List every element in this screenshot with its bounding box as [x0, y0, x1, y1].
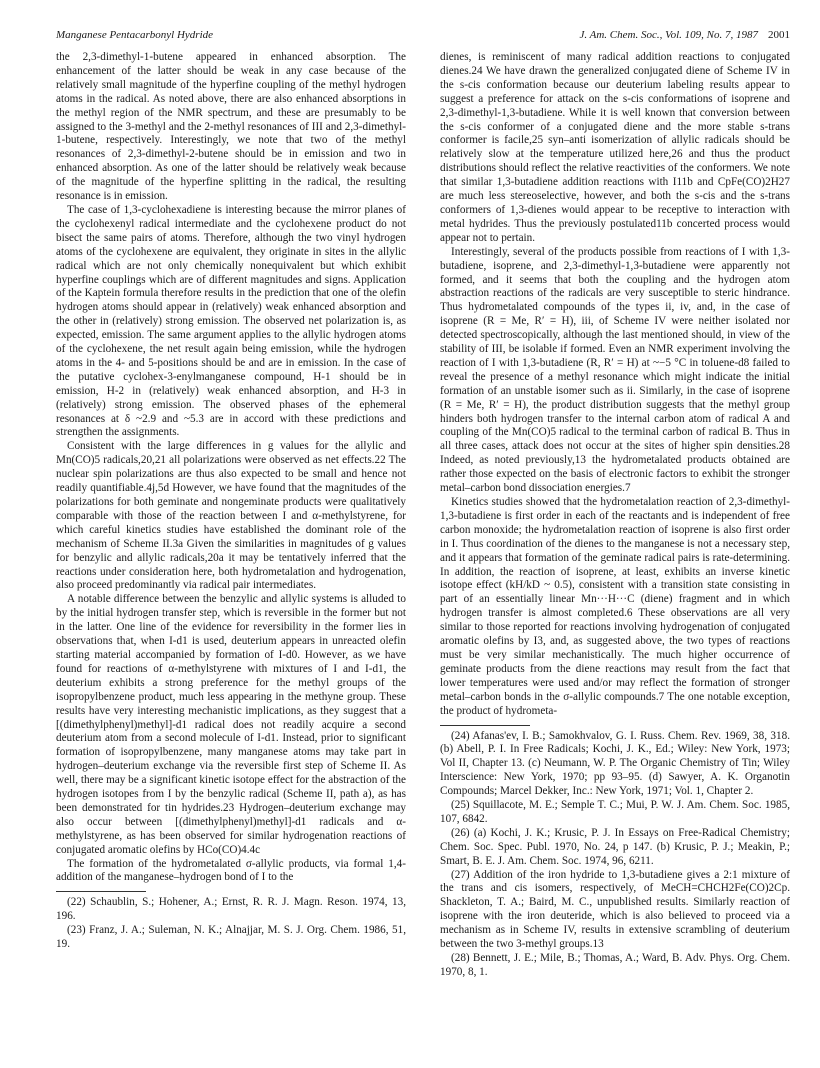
paragraph: A notable difference between the benzylic and allylic systems is alluded to by the initial hydrogen transfer step, which is reversible in the former but not in the latter. One line of the evidence for reversibility in the former lies in observations that, when I-d1 is used, deuterium appears in unreacted olefin starting material accompanied by formation of I-d0. However, as we have found for reactions of α-methylstyrene with mixtures of I and I-d1, the deuterium exhibits a strong preference for the methyl groups of the isopropylbenzene product, much less appearing in the methyne group. These results have very interesting mechanistic implications, as they suggest that a [(dimethylphenyl)methyl]-d1 radical does not readily acquire a second deuterium atom from a second molecule of I-d1. Instead, prior to significant formation of isopropylbenzene, many manganese atoms may take part in hydrogen–deuterium exchange via the reversible first step of Scheme II. As well, there may be a significant kinetic isotope effect for the abstraction of the hydrogen isotopes from I by the benzylic radical (Scheme II, path a), as has been demonstrated for tin hydrides.23 Hydrogen–deuterium exchange may also occur between [(dimethylphenyl)methyl]-d1 radicals and α-methylstyrene, as has been observed for similar hydrogenation reactions of conjugated aromatic olefins by HCo(CO)4.4c: [56, 593, 406, 856]
footnote: (26) (a) Kochi, J. K.; Krusic, P. J. In Essays on Free-Radical Chemistry; Chem. Soc. Spec. Publ. 1970, No. 24, p 147. (b) Krusic, P. J.; Meakin, P.; Smart, B. E. J. Am. Chem. Soc. 1974, 96, 6211.: [440, 826, 790, 867]
footnote-divider: [440, 725, 530, 726]
page-header: [56, 29, 790, 41]
journal-citation: [579, 29, 790, 41]
footnote: (28) Bennett, J. E.; Mile, B.; Thomas, A.; Ward, B. Adv. Phys. Org. Chem. 1970, 8, 1.: [440, 952, 790, 978]
footnote: (27) Addition of the iron hydride to 1,3-butadiene gives a 2:1 mixture of the trans and cis isomers, respectively, of MeCH=CHCH2Fe(CO)2Cp. Shackleton, T. A.; Baird, M. C., unpublished results. Similarly reaction of isoprene with the iron deuteride, which is also believed to proceed via a mechanism as in Scheme IV, results in extensive scrambling of deuterium between the two 3-methyl groups.13: [440, 868, 790, 951]
footnote: (25) Squillacote, M. E.; Semple T. C.; Mui, P. W. J. Am. Chem. Soc. 1985, 107, 6842.: [440, 799, 790, 825]
footnote: (22) Schaublin, S.; Hohener, A.; Ernst, R. R. J. Magn. Reson. 1974, 13, 196.: [56, 896, 406, 923]
left-column: [56, 51, 406, 980]
footnote-divider: [56, 891, 146, 892]
paragraph: The case of 1,3-cyclohexadiene is interesting because the mirror planes of the cyclohexenyl radical intermediate and the cyclohexene product do not bisect the same pairs of atoms. Therefore, although the two vinyl hydrogen atoms of the cyclohexene are equivalent, they originate in sites in the allylic radical which are not only chemically nonequivalent but which exhibit hyperfine couplings which are of different magnitudes and signs. Application of the Kaptein formula therefore results in the prediction that one of the olefin hydrogen atoms should appear in (relatively) weak enhanced absorption and the other in (relatively) strong emission. The observed net polarization is, as expected, emission. The same argument applies to the allylic hydrogen atoms of the cyclohexene, the net result again being emission, while the hydrogen atoms in the 4- and 5-positions should be and are in emission. In the case of the putative cyclohex-3-enylmanganese compound, H-1 should be in emission, H-2 in (relatively) weak enhanced absorption, and H-3 in (relatively) strong emission. The observed phases of the ephemeral resonances at δ ~2.9 and ~5.3 are in accord with these predictions and strengthen the assignments.: [56, 203, 406, 439]
paragraph: Kinetics studies showed that the hydrometalation reaction of 2,3-dimethyl-1,3-butadiene is first order in each of the reactants and is independent of free carbon monoxide; the hydrometalation reaction of isoprene is also first order in I. Thus coordination of the dienes to the manganese is not a necessary step, and it appears that formation of the geminate radical pairs is rate-determining. In addition, the reaction of isoprene, at least, exhibits an inverse kinetic isotope effect (kH/kD ~ 0.5), consistent with a transition state consisting in part of an essentially linear Mn···H···C (diene) fragment and in which hydrogen transfer is almost completed.6 These observations are all very similar to those reported for reactions involving hydrogenation of conjugated aromatic olefins by I3, and, as suggested above, the two types of reactions must be very similar mechanistically. The much higher occurrence of geminate products from the diene reactions may result from the fact that lower temperatures were used and/or may reflect the formation of stronger metal–carbon bonds in the σ-allylic compounds.7 The one notable exception, the product of hydrometa-: [440, 496, 790, 717]
body-columns: [56, 51, 790, 980]
footnote: (24) Afanas'ev, I. B.; Samokhvalov, G. I. Russ. Chem. Rev. 1969, 38, 318. (b) Abell, P. I. In Free Radicals; Kochi, J. K., Ed.; Wiley: New York, 1973; Vol II, Chapter 13. (c) Neumann, W. P. The Organic Chemistry of Tin; Wiley Interscience: New York, 1970; pp 93–95. (d) Sawyer, A. K. Organotin Compounds; Marcel Dekker, Inc.: New York, 1971; Vol. 1, Chapter 2.: [440, 729, 790, 798]
paragraph: Interestingly, several of the products possible from reactions of I with 1,3-butadiene, isoprene, and 2,3-dimethyl-1,3-butadiene were apparently not formed, and it seems that both the coupling and the hydrogen atom abstraction reactions of the radicals are very susceptible to steric hindrance. Thus hydrometalated compounds of the types ii, iv, and, in the case of isoprene (R = Me, R′ = H), iii, of Scheme IV were neither isolated nor detected spectroscopically, although the last mentioned should, in view of the stability of III, be isolable if formed. Even an NMR experiment involving the reaction of I with 1,3-butadiene (R, R′ = H) at ~−5 °C in toluene-d8 failed to reveal the presence of a methyl resonance which might indicate the initial formation of an unstable isomer such as ii. Similarly, in the case of isoprene (R = Me, R′ = H), the product distribution suggests that the methyl group hinders both hydrogen transfer to the internal carbon atom of radical A and coupling of the Mn(CO)5 radical to the terminal carbon of radical B. Thus in all three cases, attack does not occur at the sites of higher spin densities.28 Indeed, as noted previously,13 the hydrometalated products obtained are rather those expected on the basis of electronic factors to exhibit the stronger metal–carbon bond dissociation energies.7: [440, 245, 790, 495]
right-column: [440, 51, 790, 980]
footnote: (23) Franz, J. A.; Suleman, N. K.; Alnajjar, M. S. J. Org. Chem. 1986, 51, 19.: [56, 924, 406, 951]
journal-name: J. Am. Chem. Soc., Vol. 109, No. 7, 1987: [579, 29, 758, 41]
paragraph: Consistent with the large differences in g values for the allylic and Mn(CO)5 radicals,20,21 all polarizations were observed as net effects.22 The nuclear spin polarizations are thus also expected to be small and hence not readily quantifiable.4j,5d However, we have found that the magnitudes of the polarizations for both geminate and nongeminate products were qualitatively comparable with those of the reaction between I and α-methylstyrene, for which careful kinetics studies have established the dominant role of the mechanism of Scheme II.3a Given the similarities in magnitudes of g values for benzylic and allylic radicals,20a it may be tentatively inferred that the reactions under consideration here, both hydrometalation and hydrogenation, also proceed predominantly via radical pair intermediates.: [56, 440, 406, 592]
paragraph: the 2,3-dimethyl-1-butene appeared in enhanced absorption. The enhancement of the latter should be weak in any case because of the relatively small magnitude of the hyperfine coupling of the methyl hydrogen atoms in the radical. As noted above, there are also enhanced absorptions in the methyl region of the NMR spectrum, and these are presumably to be assigned to the 3-methyl and the 2-methyl resonances of III and 2,3-dimethyl-1-butene, respectively. Interestingly, we note that two of the methyl resonances of 2,3-dimethyl-2-butene should be in emission and two in enhanced absorption. As one of the latter should be relatively weak because of the magnitude of the hyperfine splitting in the radical, the resulting resonance is in emission.: [56, 51, 406, 203]
paragraph: The formation of the hydrometalated σ-allylic products, via formal 1,4-addition of the manganese–hydrogen bond of I to the: [56, 857, 406, 884]
page-number: 2001: [768, 29, 790, 41]
running-title: Manganese Pentacarbonyl Hydride: [56, 29, 214, 41]
paragraph: dienes, is reminiscent of many radical addition reactions to conjugated dienes.24 We have drawn the generalized conjugated diene of Scheme IV in the s-cis conformation because our deuterium labeling results appear to suggest a preference for attack on the s-cis conformations of isoprene and 2,3-dimethyl-1,3-butadiene. While it is well known that conversion between the s-cis conformer of a conjugated diene and the more stable s-trans conformer is facile,25 syn–anti isomerization of allylic radicals should be relatively slow at the temperature utilized here,26 and thus the product distributions should reflect the relative reactivities of the conformers. We note that similar 1,3-butadiene addition reactions with I11b and CpFe(CO)2H27 are much less stereoselective, however, and both the s-cis and the s-trans conformers of 1,3-dienes would appear to be receptive to interaction with metal hydrides. Thus the previously postulated11b concerted process would appear not to pertain.: [440, 51, 790, 244]
